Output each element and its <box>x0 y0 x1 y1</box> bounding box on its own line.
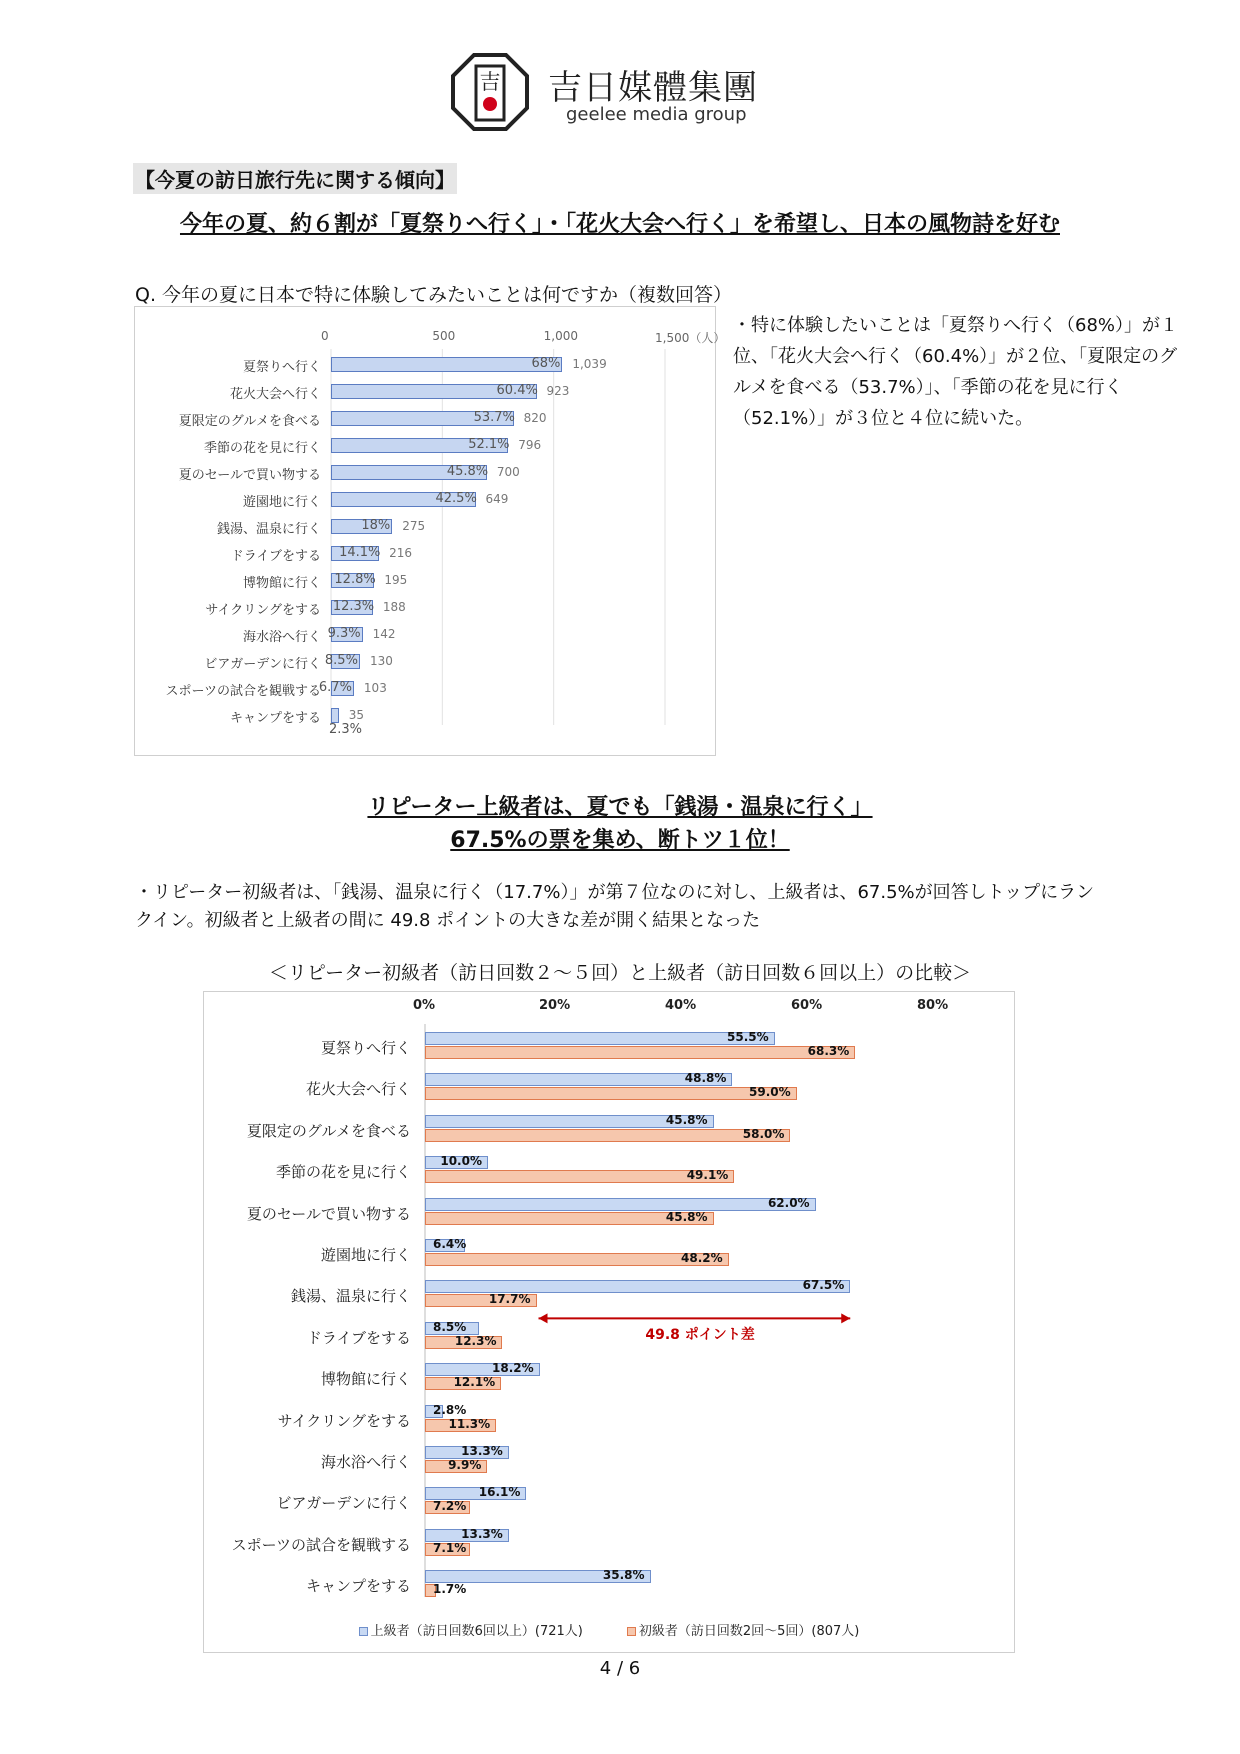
chart2-category-label: キャンプをする <box>305 1577 411 1596</box>
chart1-category-label: 夏祭りへ行く <box>242 359 321 375</box>
chart2-value-advanced: 62.0% <box>767 1195 810 1210</box>
chart1-value-label: 275 <box>402 518 426 533</box>
chart2-category-label: 夏限定のグルメを食べる <box>246 1121 411 1140</box>
chart2-value-beginner: 12.1% <box>453 1375 496 1390</box>
section2-headline-2: 67.5%の票を集め、断トツ１位！ <box>450 828 790 853</box>
chart2-tick-label: 40% <box>665 998 697 1013</box>
chart2-value-beginner: 11.3% <box>448 1416 491 1431</box>
chart2-frame <box>203 991 1015 1653</box>
chart1-percent-label: 8.5% <box>324 652 358 668</box>
chart2-value-advanced: 6.4% <box>433 1237 467 1251</box>
chart2-tick-label: 0% <box>413 998 436 1013</box>
chart2-value-beginner: 9.9% <box>448 1458 482 1472</box>
chart1-value-label: 796 <box>518 437 542 452</box>
chart2-bar-beginner <box>425 1087 797 1100</box>
chart1-category-label: 遊園地に行く <box>242 494 321 510</box>
chart1-frame <box>134 306 726 756</box>
chart2-category-label: ドライブをする <box>306 1328 411 1347</box>
chart2-category-label: 博物館に行く <box>320 1370 411 1389</box>
chart1-value-label: 35 <box>348 707 365 722</box>
logo-mark-text: 吉 <box>479 70 501 94</box>
chart2-value-beginner: 48.2% <box>681 1251 723 1265</box>
chart1-category-label: 海水浴へ行く <box>242 629 321 645</box>
chart1-category-label: 銭湯、温泉に行く <box>216 521 321 537</box>
chart1-percent-label: 52.1% <box>468 436 510 452</box>
chart2-category-label: 花火大会へ行く <box>305 1080 411 1099</box>
chart1-value-label: 216 <box>389 545 412 560</box>
chart2-category-label: 季節の花を見に行く <box>275 1163 411 1182</box>
chart2-value-beginner: 7.1% <box>433 1540 467 1555</box>
chart1-tick-label: 1,500（人） <box>655 331 726 345</box>
chart1-value-label: 923 <box>546 383 570 398</box>
chart1-value-label: 1,039 <box>572 356 607 371</box>
chart2-legend-label: 初級者（訪日回数2回〜5回）(807人) <box>638 1624 860 1639</box>
chart2-category-label: ビアガーデンに行く <box>276 1494 411 1513</box>
chart1-percent-label: 9.3% <box>327 625 361 641</box>
chart2-legend-label: 上級者（訪日回数6回以上）(721人) <box>370 1624 583 1639</box>
chart1-category-label: スポーツの試合を観戦する <box>165 683 321 699</box>
chart1-value-label: 142 <box>372 626 396 641</box>
legend-swatch-icon <box>627 1627 636 1636</box>
chart1-percent-label: 53.7% <box>473 409 515 425</box>
chart2-value-advanced: 18.2% <box>492 1361 534 1376</box>
section1-headline: 今年の夏、約６割が「夏祭りへ行く」・「花火大会へ行く」を希望し、日本の風物詩を好む <box>179 212 1060 237</box>
chart2-value-beginner: 45.8% <box>665 1209 708 1224</box>
chart1-percent-label: 68% <box>531 355 561 371</box>
section2-headline-1: リピーター上級者は、夏でも「銭湯・温泉に行く」 <box>367 795 873 820</box>
chart2-value-beginner: 1.7% <box>433 1582 467 1597</box>
survey-question: Q. 今年の夏に日本で特に体験してみたいことは何ですか（複数回答） <box>135 284 733 306</box>
chart2-bar-beginner <box>425 1046 855 1059</box>
chart1-percent-label: 2.3% <box>329 721 363 737</box>
chart2-category-label: サイクリングをする <box>277 1411 411 1430</box>
chart2-value-advanced: 2.8% <box>433 1402 467 1417</box>
chart2-value-advanced: 35.8% <box>602 1568 645 1583</box>
chart2-value-beginner: 59.0% <box>749 1085 791 1100</box>
chart1-category-label: 博物館に行く <box>242 575 321 591</box>
chart2-value-advanced: 13.3% <box>461 1444 503 1458</box>
chart2-value-advanced: 45.8% <box>665 1112 708 1127</box>
chart2-legend-item <box>627 1624 860 1639</box>
chart1-value-label: 103 <box>363 680 387 695</box>
chart2-legend-item <box>359 1624 583 1639</box>
chart1-percent-label: 14.1% <box>339 544 381 560</box>
chart1-category-label: ビアガーデンに行く <box>204 656 321 672</box>
chart2-value-advanced: 55.5% <box>727 1030 769 1044</box>
chart1-category-label: 夏のセールで買い物する <box>178 467 321 483</box>
chart2-value-beginner: 68.3% <box>807 1044 850 1058</box>
page-number: 4 / 6 <box>599 1658 641 1679</box>
chart1-tick-label: 500 <box>432 329 456 343</box>
chart2-annotation: 49.8 ポイント差 <box>645 1327 755 1344</box>
chart2-category-label: 海水浴へ行く <box>320 1453 411 1471</box>
chart1-tick-label: 1,000 <box>543 329 579 343</box>
chart2-value-beginner: 49.1% <box>686 1168 729 1183</box>
chart1-category-label: キャンプをする <box>229 710 321 726</box>
legend-swatch-icon <box>359 1627 368 1636</box>
chart1-value-label: 130 <box>369 653 393 668</box>
chart2-value-advanced: 48.8% <box>684 1071 727 1086</box>
chart2-value-beginner: 17.7% <box>488 1292 531 1307</box>
chart1-value-label: 700 <box>496 464 520 479</box>
chart2-bar-advanced <box>425 1195 816 1211</box>
chart1-category-label: 夏限定のグルメを食べる <box>178 413 321 429</box>
chart2-tick-label: 80% <box>917 998 949 1013</box>
chart1-percent-label: 12.3% <box>332 598 375 614</box>
chart1-category-label: 花火大会へ行く <box>229 386 321 402</box>
chart2-value-advanced: 10.0% <box>440 1154 482 1169</box>
chart1-value-label: 820 <box>523 410 547 425</box>
chart1-category-label: サイクリングをする <box>205 602 321 618</box>
chart2-tick-label: 20% <box>539 998 571 1013</box>
chart2-category-label: 銭湯、温泉に行く <box>290 1287 411 1306</box>
chart1-tick-label: 0 <box>321 329 329 343</box>
chart1-note: ・特に体験したいことは「夏祭りへ行く（68%）」が１位、「花火大会へ行く（60.4%）」が２位、「夏限定のグルメを食べる（53.7%）」、「季節の花を見に行く（52.1%）」が３位と４位に続いた。 <box>733 315 1179 429</box>
chart2-tick-label: 60% <box>791 998 823 1013</box>
chart1-percent-label: 42.5% <box>435 490 477 506</box>
chart2-category-label: 夏のセールで買い物する <box>246 1204 411 1223</box>
chart2-bar-beginner <box>425 1126 790 1142</box>
chart2-title: ＜リピーター初級者（訪日回数２〜５回）と上級者（訪日回数６回以上）の比較＞ <box>268 962 972 984</box>
chart1-value-label: 649 <box>485 491 509 506</box>
logo <box>450 52 530 132</box>
chart2-value-beginner: 7.2% <box>433 1499 467 1514</box>
chart2-legend <box>204 1620 1014 1639</box>
chart1-percent-label: 45.8% <box>446 463 489 479</box>
chart1-percent-label: 18% <box>361 517 391 533</box>
chart2-category-label: 遊園地に行く <box>320 1246 411 1264</box>
chart2-value-advanced: 16.1% <box>478 1485 521 1500</box>
logo-subtitle: geelee media group <box>566 104 747 125</box>
chart1-value-label: 195 <box>384 572 408 587</box>
section-tag: 【今夏の訪日旅行先に関する傾向】 <box>133 163 457 194</box>
chart1-value-label: 188 <box>382 599 406 614</box>
logo-text: 吉日媒體集團 <box>548 68 758 108</box>
chart2-value-advanced: 67.5% <box>802 1278 845 1293</box>
chart2-category-label: スポーツの試合を観戦する <box>231 1535 411 1554</box>
chart2-category-label: 夏祭りへ行く <box>320 1039 411 1057</box>
chart2-value-advanced: 8.5% <box>433 1319 467 1334</box>
chart2-value-beginner: 58.0% <box>742 1126 785 1141</box>
chart1-percent-label: 60.4% <box>496 382 538 398</box>
chart1-percent-label: 12.8% <box>334 571 376 587</box>
chart1-percent-label: 6.7% <box>318 679 352 695</box>
section2-note: ・リピーター初級者は、「銭湯、温泉に行く（17.7%）」が第７位なのに対し、上級者は、67.5%が回答しトップにランクイン。初級者と上級者の間に 49.8 ポイントの大きな差が開く結果となった <box>135 882 1095 931</box>
chart1-category-label: 季節の花を見に行く <box>203 440 321 456</box>
chart2-value-advanced: 13.3% <box>461 1526 503 1541</box>
chart1-category-label: ドライブをする <box>230 548 321 564</box>
chart2-value-beginner: 12.3% <box>454 1333 497 1348</box>
